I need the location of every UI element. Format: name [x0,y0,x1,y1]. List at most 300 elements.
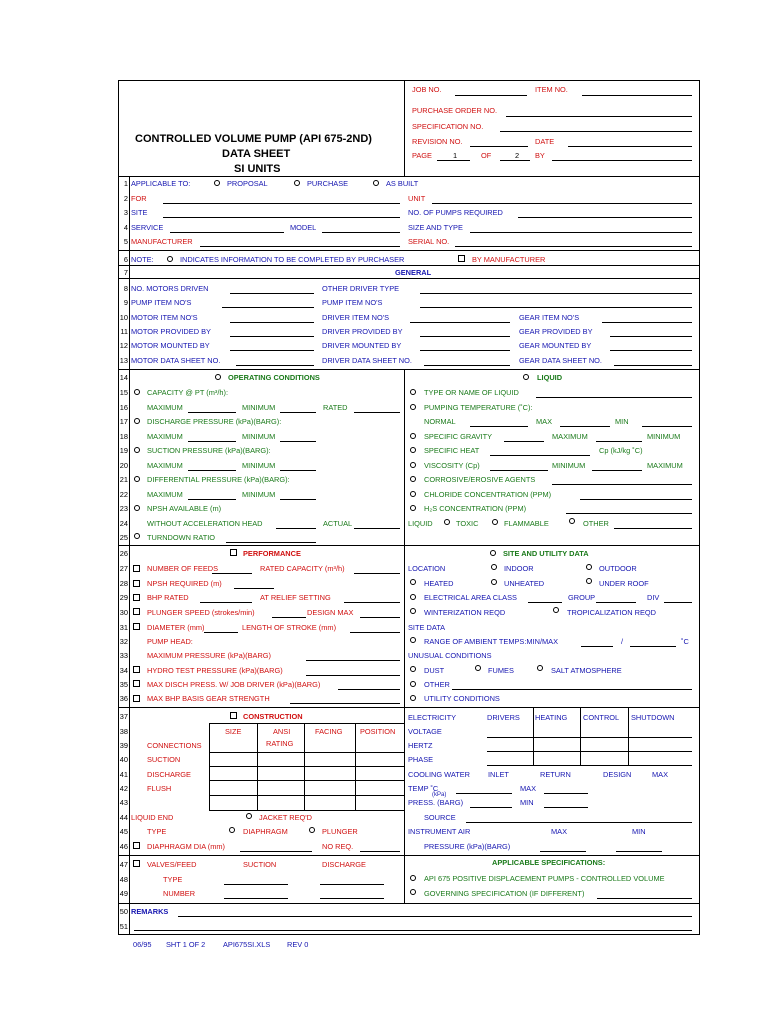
title-line-3: SI UNITS [234,163,281,175]
corrosive-label: CORROSIVE/EROSIVE AGENTS [424,475,536,484]
other-driver-type-field[interactable] [420,293,692,294]
connections-label: CONNECTIONS [147,741,202,750]
air-pressure-min-field[interactable] [616,851,662,852]
title-line-2: DATA SHEET [222,148,291,160]
row-number: 35 [119,680,128,689]
max-pressure-field[interactable] [306,660,400,661]
viscosity-min-field[interactable] [592,470,642,471]
page-number: 1 [453,151,458,160]
divider-row37 [118,707,700,708]
npsh-available-radio[interactable] [134,505,140,511]
row-number: 47 [119,860,128,869]
flammable-radio[interactable] [492,519,498,525]
jacket-label: JACKET REQ'D [259,813,313,822]
row-number: 21 [119,475,128,484]
rated-capacity-field[interactable] [354,573,400,574]
liquid-class-label: LIQUID [408,519,433,528]
group-label: GROUP [568,593,596,602]
row-number: 34 [119,666,128,675]
header-divider [404,80,405,176]
ansi-col-header: ANSI [273,727,291,736]
liquid-circle-icon [523,374,529,380]
max-bhp-gear-field[interactable] [290,703,400,704]
gear-provided-by-field[interactable] [610,336,692,337]
row-number: 4 [123,223,128,232]
specific-heat-field[interactable] [490,455,590,456]
valve-type-suction-field[interactable] [224,884,288,885]
purchaser-note: INDICATES INFORMATION TO BE COMPLETED BY PURCHASER [180,255,405,264]
gear-data-sheet-label: GEAR DATA SHEET NO. [519,356,602,365]
other-liquid-label: OTHER [583,519,609,528]
under-roof-radio[interactable] [586,578,592,584]
driver-data-sheet-field[interactable] [424,365,510,366]
motor-item-nos-field[interactable] [230,322,314,323]
api675-radio[interactable] [410,875,416,881]
operating-conditions-heading: OPERATING CONDITIONS [228,373,320,382]
max-disch-field[interactable] [338,689,400,690]
temp-max-field[interactable] [560,426,610,427]
by-manufacturer-note: BY MANUFACTURER [472,255,546,264]
capacity-max-field[interactable] [188,412,236,413]
diaphragm-dia-field[interactable] [240,851,312,852]
liquid-type-field[interactable] [536,397,692,398]
unit-field[interactable] [432,203,692,204]
page-total: 2 [515,151,520,160]
design-col-header: DESIGN [603,770,632,779]
driver-item-nos-field[interactable] [410,322,510,323]
as-built-radio[interactable] [373,180,379,186]
driver-provided-by-field[interactable] [420,336,510,337]
row-number: 30 [119,608,128,617]
discharge-pressure-label: DISCHARGE PRESSURE (kPa)(BARG): [147,417,282,426]
rating-col-header: RATING [266,739,294,748]
manufacturer-label: MANUFACTURER [131,237,193,246]
normal-field[interactable] [470,426,528,427]
area-class-radio[interactable] [410,594,416,600]
row-number: 7 [123,268,128,277]
spec-no-label: SPECIFICATION NO. [412,122,484,131]
model-label: MODEL [290,223,317,232]
ambient-max-field[interactable] [630,646,676,647]
other-conditions-radio[interactable] [410,681,416,687]
row-number: 51 [119,922,128,931]
sg-max-label: MAXIMUM [552,432,588,441]
construction-grid-line3 [209,780,404,781]
chloride-field[interactable] [580,499,692,500]
stroke-length-label: LENGTH OF STROKE (mm) [242,623,337,632]
pump-item-nos-label: PUMP ITEM NO'S [131,298,192,307]
outdoor-radio[interactable] [586,564,592,570]
differential-pressure-label: DIFFERENTIAL PRESSURE (kPa)(BARG): [147,475,290,484]
purchase-radio[interactable] [294,180,300,186]
npsh-required-field[interactable] [234,588,274,589]
row-number: 46 [119,842,128,851]
h2s-field[interactable] [566,513,692,514]
diameter-checkbox[interactable] [133,623,140,630]
applicable-to-label: APPLICABLE TO: [131,179,191,188]
phase-field[interactable] [487,765,692,766]
voltage-field[interactable] [487,737,692,738]
applicable-specs-heading: APPLICABLE SPECIFICATIONS: [492,858,606,867]
job-no-field[interactable] [455,95,527,96]
row-number: 41 [119,770,128,779]
cw-temp-max-field[interactable] [544,793,588,794]
liquid-type-radio[interactable] [410,389,416,395]
air-max-label: MAX [551,827,568,836]
acceleration-head-label: WITHOUT ACCELERATION HEAD [147,519,263,528]
toxic-radio[interactable] [444,519,450,525]
indoor-label: INDOOR [504,564,534,573]
feeds-field[interactable] [212,573,252,574]
cw-temp-field[interactable] [456,793,512,794]
discharge-max-field[interactable] [188,441,236,442]
of-label: OF [481,151,492,160]
relief-label: AT RELIEF SETTING [260,593,331,602]
suction-max-label: MAXIMUM [147,461,183,470]
other-liquid-radio[interactable] [569,518,575,524]
plunger-radio[interactable] [309,827,315,833]
driver-provided-by-label: DRIVER PROVIDED BY [322,327,403,336]
cp-label: Cp (kJ/kg ˚C) [599,446,643,455]
row-number: 32 [119,637,128,646]
item-no-field[interactable] [582,95,692,96]
cw-press-field[interactable] [470,807,512,808]
corrosive-field[interactable] [552,484,692,485]
feeds-checkbox[interactable] [133,565,140,572]
actual-label: ACTUAL [323,519,353,528]
row-number: 9 [123,298,128,307]
cooling-water-label: COOLING WATER [408,770,471,779]
row-number: 8 [123,284,128,293]
row-number: 5 [123,237,128,246]
voltage-label: VOLTAGE [408,727,442,736]
cw-press-min-field[interactable] [544,807,588,808]
viscosity-max-label: MAXIMUM [647,461,683,470]
row-number: 40 [119,755,128,764]
discharge-min-label: MINIMUM [242,432,276,441]
motor-provided-by-field[interactable] [230,336,314,337]
specific-gravity-field[interactable] [504,441,544,442]
suction-max-field[interactable] [188,470,236,471]
other-liquid-field[interactable] [614,528,692,529]
corrosive-radio[interactable] [410,476,416,482]
plunger-speed-field[interactable] [272,617,306,618]
valve-number-suction-field[interactable] [224,898,288,899]
ambient-range-radio[interactable] [410,637,416,643]
chloride-radio[interactable] [410,491,416,497]
divider-row26 [118,545,700,546]
date-label: DATE [535,137,555,146]
row-number: 48 [119,875,128,884]
row-number: 26 [119,549,128,558]
pumping-temp-label: PUMPING TEMPERATURE (˚C): [424,403,533,412]
proposal-label: PROPOSAL [227,179,268,188]
row-number: 17 [119,417,128,426]
indoor-radio[interactable] [491,564,497,570]
temp-min-label: MIN [615,417,629,426]
max-bhp-gear-checkbox[interactable] [133,695,140,702]
max-disch-label: MAX DISCH PRESS. W/ JOB DRIVER (kPa)(BARG) [147,680,321,689]
differential-min-label: MINIMUM [242,490,276,499]
purchaser-circle-icon [167,256,173,262]
design-max-field[interactable] [360,617,400,618]
differential-min-field[interactable] [280,499,316,500]
motors-driven-field[interactable] [230,293,314,294]
control-col-header: CONTROL [583,713,620,722]
gear-data-sheet-field[interactable] [614,365,692,366]
site-field[interactable] [163,217,400,218]
gear-mounted-by-label: GEAR MOUNTED BY [519,341,592,350]
ambient-range-label: RANGE OF AMBIENT TEMPS:MIN/MAX [424,637,559,646]
row-number: 11 [120,327,128,336]
for-field[interactable] [163,203,400,204]
row-number: 23 [119,504,128,513]
capacity-min-label: MINIMUM [242,403,276,412]
revision-no-label: REVISION NO. [412,137,463,146]
governing-spec-label: GOVERNING SPECIFICATION (IF DIFFERENT) [424,889,585,898]
motor-provided-by-label: MOTOR PROVIDED BY [131,327,211,336]
capacity-rated-field[interactable] [354,412,400,413]
bhp-field[interactable] [200,602,252,603]
valves-discharge-header: DISCHARGE [322,860,366,869]
specific-gravity-radio[interactable] [410,433,416,439]
h2s-radio[interactable] [410,505,416,511]
hydro-test-label: HYDRO TEST PRESSURE (kPa)(BARG) [147,666,283,675]
hertz-label: HERTZ [408,741,433,750]
diameter-label: DIAMETER (mm) [147,623,205,632]
row-number: 2 [123,194,128,203]
driver-item-nos-label: DRIVER ITEM NO'S [322,313,390,322]
divider-row50 [118,903,700,904]
governing-spec-field[interactable] [597,898,692,899]
gear-mounted-by-field[interactable] [610,350,692,351]
pump-item-nos-field[interactable] [222,307,314,308]
pumping-temp-radio[interactable] [410,404,416,410]
motor-mounted-by-field[interactable] [230,350,314,351]
suction-min-label: MINIMUM [242,461,276,470]
model-field[interactable] [322,232,400,233]
driver-mounted-by-field[interactable] [420,350,510,351]
stroke-length-field[interactable] [350,632,400,633]
npsh-required-label: NPSH REQUIRED (m) [147,579,222,588]
winterization-radio[interactable] [410,608,416,614]
no-req-field[interactable] [360,851,400,852]
sg-min-label: MINIMUM [647,432,681,441]
under-roof-label: UNDER ROOF [599,579,649,588]
row-number: 43 [119,798,128,807]
row-number: 15 [119,388,128,397]
driver-mounted-by-label: DRIVER MOUNTED BY [322,341,402,350]
capacity-radio[interactable] [134,389,140,395]
pump-item-nos-label-2: PUMP ITEM NO'S [322,298,383,307]
max-disch-checkbox[interactable] [133,680,140,687]
divider-row6 [118,250,700,251]
diaphragm-dia-label: DIAPHRAGM DIA (mm) [147,842,226,851]
inlet-col-header: INLET [488,770,509,779]
max-bhp-gear-label: MAX BHP BASIS GEAR STRENGTH [147,694,270,703]
viscosity-min-label: MINIMUM [552,461,586,470]
drivers-col-header: DRIVERS [487,713,520,722]
row-number: 42 [119,784,128,793]
unit-label: UNIT [408,194,426,203]
heating-col-header: HEATING [535,713,568,722]
pumps-required-field[interactable] [518,217,692,218]
salt-radio[interactable] [537,665,543,671]
spec-no-field[interactable] [500,131,692,132]
toxic-label: TOXIC [456,519,479,528]
liquid-end-label: LIQUID END [131,813,174,822]
viscosity-field[interactable] [490,470,548,471]
motor-item-nos-label: MOTOR ITEM NO'S [131,313,198,322]
footer-rev: REV 0 [287,940,309,949]
governing-spec-radio[interactable] [410,889,416,895]
other-conditions-field[interactable] [452,689,692,690]
other-conditions-label: OTHER [424,680,450,689]
other-driver-type-label: OTHER DRIVER TYPE [322,284,400,293]
area-class-field[interactable] [528,602,562,603]
valve-type-discharge-field[interactable] [320,884,384,885]
bhp-checkbox[interactable] [133,594,140,601]
row-number: 16 [119,403,128,412]
div-field[interactable] [664,602,692,603]
sg-max-field[interactable] [596,441,642,442]
remarks-field[interactable] [178,916,692,917]
capacity-rated-label: RATED [323,403,348,412]
hydro-test-checkbox[interactable] [133,666,140,673]
temp-c-label: TEMP ˚C [408,784,439,793]
suction-pressure-radio[interactable] [134,447,140,453]
turndown-radio[interactable] [134,533,140,539]
air-pressure-max-field[interactable] [540,851,586,852]
revision-no-field[interactable] [470,146,528,147]
motor-data-sheet-field[interactable] [236,365,314,366]
manufacturer-field[interactable] [200,246,400,247]
facing-col-header: FACING [315,727,343,736]
row-number: 44 [119,813,128,822]
row-number: 27 [119,564,128,573]
temp-min-field[interactable] [642,426,692,427]
page-total-field [500,160,530,161]
gear-item-nos-field[interactable] [602,322,692,323]
cw-press-min-label: MIN [520,798,534,807]
manufacturer-box-icon [458,255,465,262]
gear-item-nos-label: GEAR ITEM NO'S [519,313,580,322]
row-number: 38 [119,727,128,736]
npsh-available-label: NPSH AVAILABLE (m) [147,504,222,513]
diaphragm-dia-checkbox[interactable] [133,842,140,849]
purchase-order-field[interactable] [506,116,692,117]
relief-field[interactable] [344,602,400,603]
differential-max-field[interactable] [188,499,236,500]
turndown-field[interactable] [226,542,316,543]
footer-date: 06/95 [133,940,152,949]
acceleration-head-field[interactable] [276,528,316,529]
performance-box-icon [230,549,237,556]
diameter-field[interactable] [204,632,238,633]
date-field[interactable] [568,146,692,147]
size-type-field[interactable] [470,232,692,233]
utility-conditions-radio[interactable] [410,695,416,701]
no-req-label: NO REQ. [322,842,354,851]
row-number: 39 [119,741,128,750]
discharge-pressure-radio[interactable] [134,418,140,424]
remarks-field-2[interactable] [134,930,692,931]
differential-pressure-radio[interactable] [134,476,140,482]
serial-field[interactable] [455,246,692,247]
fumes-label: FUMES [488,666,514,675]
viscosity-radio[interactable] [410,462,416,468]
specific-heat-radio[interactable] [410,447,416,453]
construction-grid-top [209,723,404,724]
service-label: SERVICE [131,223,164,232]
unheated-radio[interactable] [491,579,497,585]
tropicalization-label: TROPICALIZATION REQD [567,608,656,617]
rated-capacity-label: RATED CAPACITY (m³/h) [260,564,345,573]
ambient-slash: / [621,637,624,646]
flammable-label: FLAMMABLE [504,519,549,528]
row-number: 22 [119,490,128,499]
viscosity-label: VISCOSITY (Cp) [424,461,480,470]
turndown-label: TURNDOWN RATIO [147,533,216,542]
utility-conditions-label: UTILITY CONDITIONS [424,694,500,703]
by-field[interactable] [552,160,692,161]
proposal-radio[interactable] [214,180,220,186]
plunger-speed-checkbox[interactable] [133,608,140,615]
liquid-type-label: TYPE OR NAME OF LIQUID [424,388,519,397]
valves-checkbox[interactable] [133,860,140,867]
group-field[interactable] [596,602,636,603]
max-col-header: MAX [652,770,669,779]
title-line-1: CONTROLLED VOLUME PUMP (API 675-2ND) [135,133,372,145]
site-utility-heading: SITE AND UTILITY DATA [503,549,589,558]
service-field[interactable] [170,232,284,233]
footer-file: API675SI.XLS [223,940,271,949]
specific-heat-label: SPECIFIC HEAT [424,446,480,455]
discharge-min-field[interactable] [280,441,316,442]
cw-temp-max-label: MAX [520,784,537,793]
fumes-radio[interactable] [475,665,481,671]
site-data-label: SITE DATA [408,623,446,632]
dust-radio[interactable] [410,666,416,672]
row-number: 29 [119,593,128,602]
kpa-label: (kPa) [432,792,447,798]
construction-box-icon [230,712,237,719]
npsh-required-checkbox[interactable] [133,580,140,587]
heated-radio[interactable] [410,579,416,585]
ambient-unit: ˚C [681,637,689,646]
ambient-min-field[interactable] [581,646,613,647]
hertz-field[interactable] [487,751,692,752]
diaphragm-radio[interactable] [229,827,235,833]
outdoor-label: OUTDOOR [599,564,637,573]
row-number: 50 [119,907,128,916]
source-field[interactable] [466,822,692,823]
tropicalization-radio[interactable] [553,607,559,613]
hydro-test-field[interactable] [306,675,400,676]
capacity-max-label: MAXIMUM [147,403,183,412]
capacity-min-field[interactable] [280,412,316,413]
discharge-conn-label: DISCHARGE [147,770,191,779]
for-label: FOR [131,194,147,203]
valve-type-label: TYPE [163,875,183,884]
jacket-radio[interactable] [246,813,252,819]
valve-number-label: NUMBER [163,889,196,898]
pump-item-nos-field-2[interactable] [420,307,692,308]
suction-min-field[interactable] [280,470,316,471]
actual-field[interactable] [354,528,400,529]
row-number: 14 [119,373,128,382]
valve-number-discharge-field[interactable] [320,898,384,899]
